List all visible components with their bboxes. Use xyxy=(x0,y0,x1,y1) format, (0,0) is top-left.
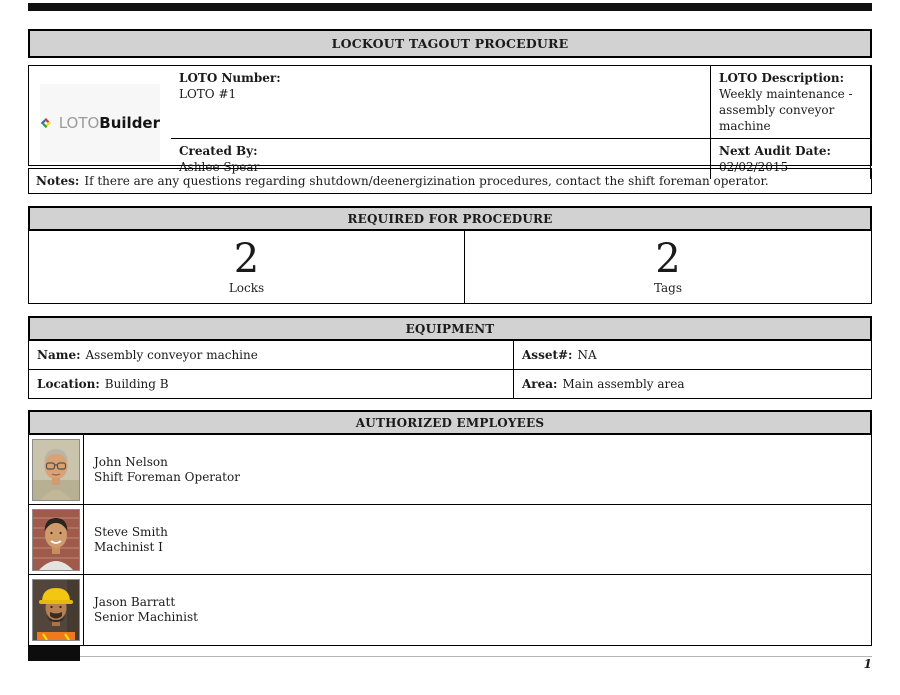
employee-role: Machinist I xyxy=(94,539,163,554)
employee-info xyxy=(84,505,871,574)
required-section-title: REQUIRED FOR PROCEDURE xyxy=(347,211,553,226)
loto-number-value: LOTO #1 xyxy=(179,87,237,101)
lotobuilder-wordmark: LOTOBuilder xyxy=(58,113,160,132)
employees-table xyxy=(28,434,872,646)
locks-count: 2 xyxy=(233,236,260,282)
page-title: LOCKOUT TAGOUT PROCEDURE xyxy=(331,36,569,51)
equipment-area-label: Area: xyxy=(522,376,558,391)
equipment-asset-cell xyxy=(514,341,871,370)
employee-info xyxy=(84,435,871,504)
notes-text: If there are any questions regarding shutdown/deenergizination procedures, contact the shift foreman operator. xyxy=(84,174,769,188)
equipment-area-cell xyxy=(514,370,871,399)
locks-label: Locks xyxy=(228,281,265,295)
lotobuilder-logo xyxy=(40,84,160,162)
loto-number-label: LOTO Number: xyxy=(179,71,281,85)
tags-required-cell xyxy=(465,231,871,303)
employee-photo-john-nelson xyxy=(33,440,79,500)
employees-section-title: AUTHORIZED EMPLOYEES xyxy=(355,415,545,430)
tags-count: 2 xyxy=(655,236,681,282)
notes-row xyxy=(28,168,872,194)
required-section-header xyxy=(28,206,872,231)
equipment-section-title: EQUIPMENT xyxy=(405,321,495,336)
employee-name: Steve Smith xyxy=(94,524,168,539)
equipment-asset-label: Asset#: xyxy=(522,347,573,362)
equipment-name-label: Name: xyxy=(37,347,81,362)
loto-description-label: LOTO Description: xyxy=(719,71,845,85)
logo-cell xyxy=(29,66,171,179)
footer-divider xyxy=(28,656,872,657)
employee-photo-steve-smith xyxy=(33,510,79,570)
loto-description-value: Weekly maintenance - assembly conveyor machine xyxy=(719,87,853,133)
next-audit-label: Next Audit Date: xyxy=(719,144,831,158)
created-by-label: Created By: xyxy=(179,144,258,158)
page-number: 1 xyxy=(863,657,872,671)
employee-name: Jason Barratt xyxy=(94,595,176,609)
notes-label: Notes: xyxy=(36,174,80,188)
employee-role: Shift Foreman Operator xyxy=(94,469,240,484)
equipment-area-value: Main assembly area xyxy=(562,376,685,391)
required-section-body xyxy=(28,230,872,304)
equipment-location-value: Building B xyxy=(104,376,169,391)
loto-description-cell xyxy=(711,66,871,139)
equipment-table xyxy=(28,340,872,399)
employee-role: Senior Machinist xyxy=(94,610,198,624)
loto-number-cell xyxy=(171,66,711,139)
employee-photo-jason-barratt xyxy=(33,580,79,640)
created-by-value: Ashlee Spear xyxy=(179,160,260,174)
employee-photo-cell xyxy=(29,435,84,504)
employee-row xyxy=(29,575,871,645)
employee-info xyxy=(84,575,871,645)
lotobuilder-diamond-icon xyxy=(40,105,52,141)
employee-photo-cell xyxy=(29,575,84,645)
employee-name: John Nelson xyxy=(94,454,168,469)
equipment-name-cell xyxy=(29,341,514,370)
equipment-section-header xyxy=(28,316,872,341)
employee-row xyxy=(29,505,871,575)
employees-section-header xyxy=(28,410,872,435)
top-black-banner xyxy=(28,3,872,11)
equipment-location-cell xyxy=(29,370,514,399)
equipment-location-label: Location: xyxy=(37,376,100,391)
equipment-asset-value: NA xyxy=(577,347,597,362)
loto-info-table xyxy=(28,65,872,174)
employee-photo-cell xyxy=(29,505,84,574)
document-title-bar xyxy=(28,29,872,58)
bottom-black-box xyxy=(28,646,80,661)
employee-row xyxy=(29,435,871,505)
equipment-name-value: Assembly conveyor machine xyxy=(85,347,258,362)
next-audit-value: 02/02/2015 xyxy=(719,160,789,174)
locks-required-cell xyxy=(29,231,465,303)
tags-label: Tags xyxy=(653,281,683,295)
